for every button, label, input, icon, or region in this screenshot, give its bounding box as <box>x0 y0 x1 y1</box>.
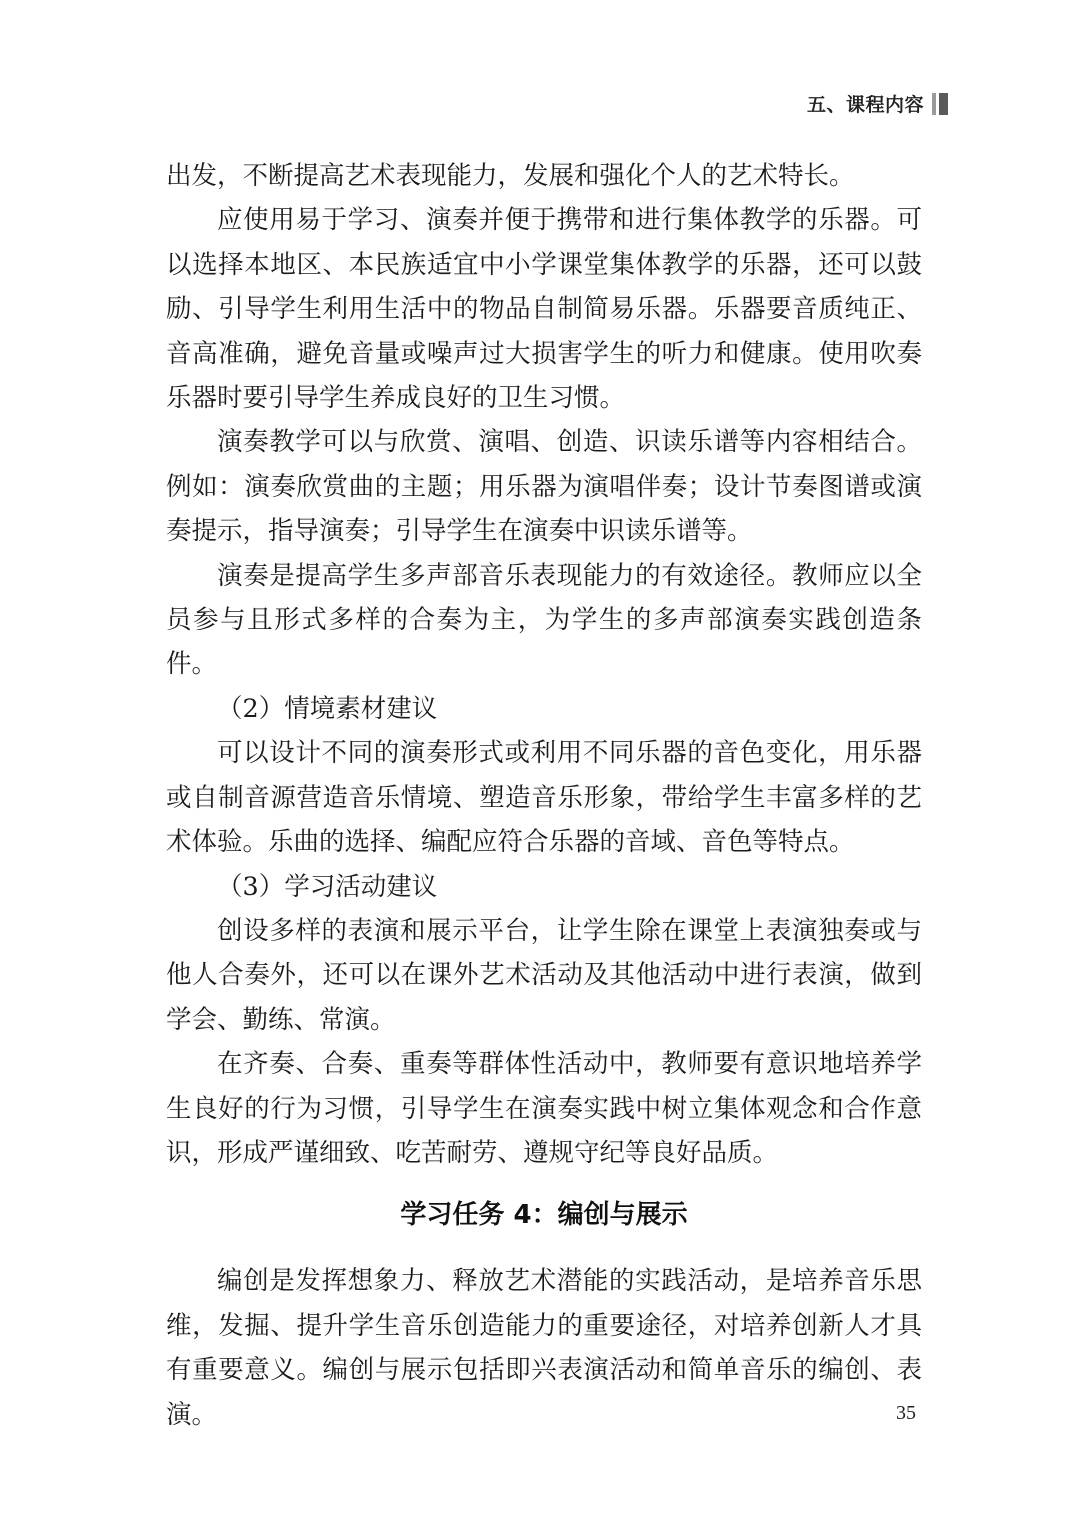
subheading-situation-materials: （2）情境素材建议 <box>217 693 438 724</box>
paragraph: 在齐奏、合奏、重奏等群体性活动中，教师要有意识地培养学生良好的行为习惯，引导学生在演奏实践中树立集体观念和合作意识，形成严谨细致、吃苦耐劳、遵规守纪等良好品质。 <box>166 1049 922 1168</box>
paragraph: 演奏教学可以与欣赏、演唱、创造、识读乐谱等内容相结合。例如：演奏欣赏曲的主题；用乐器为演唱伴奏；设计节奏图谱或演奏提示，指导演奏；引导学生在演奏中识读乐谱等。 <box>166 427 922 547</box>
header-bar-thick <box>939 93 948 115</box>
paragraph: 可以设计不同的演奏形式或利用不同乐器的音色变化，用乐器或自制音源营造音乐情境、塑造音乐形象，带给学生丰富多样的艺术体验。乐曲的选择、编配应符合乐器的音域、音色等特点。 <box>166 738 922 858</box>
paragraph: 创设多样的表演和展示平台，让学生除在课堂上表演独奏或与他人合奏外，还可以在课外艺术活动及其他活动中进行表演，做到学会、勤练、常演。 <box>166 915 922 1035</box>
running-header <box>807 90 948 117</box>
header-bar-marks <box>932 93 948 115</box>
page-body <box>166 154 922 1437</box>
paragraph: 演奏是提高学生多声部音乐表现能力的有效途径。教师应以全员参与且形式多样的合奏为主，为学生的多声部演奏实践创造条件。 <box>166 560 922 680</box>
section-title: 五、课程内容 <box>806 94 924 116</box>
section-heading: 学习任务 4：编创与展示 <box>400 1200 688 1231</box>
page-number: 35 <box>896 1402 916 1424</box>
subheading-learning-activities: （3）学习活动建议 <box>217 871 438 902</box>
header-bar-thin <box>932 93 936 115</box>
paragraph: 出发，不断提高艺术表现能力，发展和强化个人的艺术特长。 <box>166 161 855 191</box>
paragraph: 应使用易于学习、演奏并便于携带和进行集体教学的乐器。可以选择本地区、本民族适宜中小学课堂集体教学的乐器，还可以鼓励、引导学生利用生活中的物品自制简易乐器。乐器要音质纯正、音高准确，避免音量或噪声过大损害学生的听力和健康。使用吹奏乐器时要引导学生养成良好的卫生习惯。 <box>166 205 922 414</box>
paragraph: 编创是发挥想象力、释放艺术潜能的实践活动，是培养音乐思维，发掘、提升学生音乐创造能力的重要途径，对培养创新人才具有重要意义。编创与展示包括即兴表演活动和简单音乐的编创、表演。 <box>166 1266 922 1430</box>
